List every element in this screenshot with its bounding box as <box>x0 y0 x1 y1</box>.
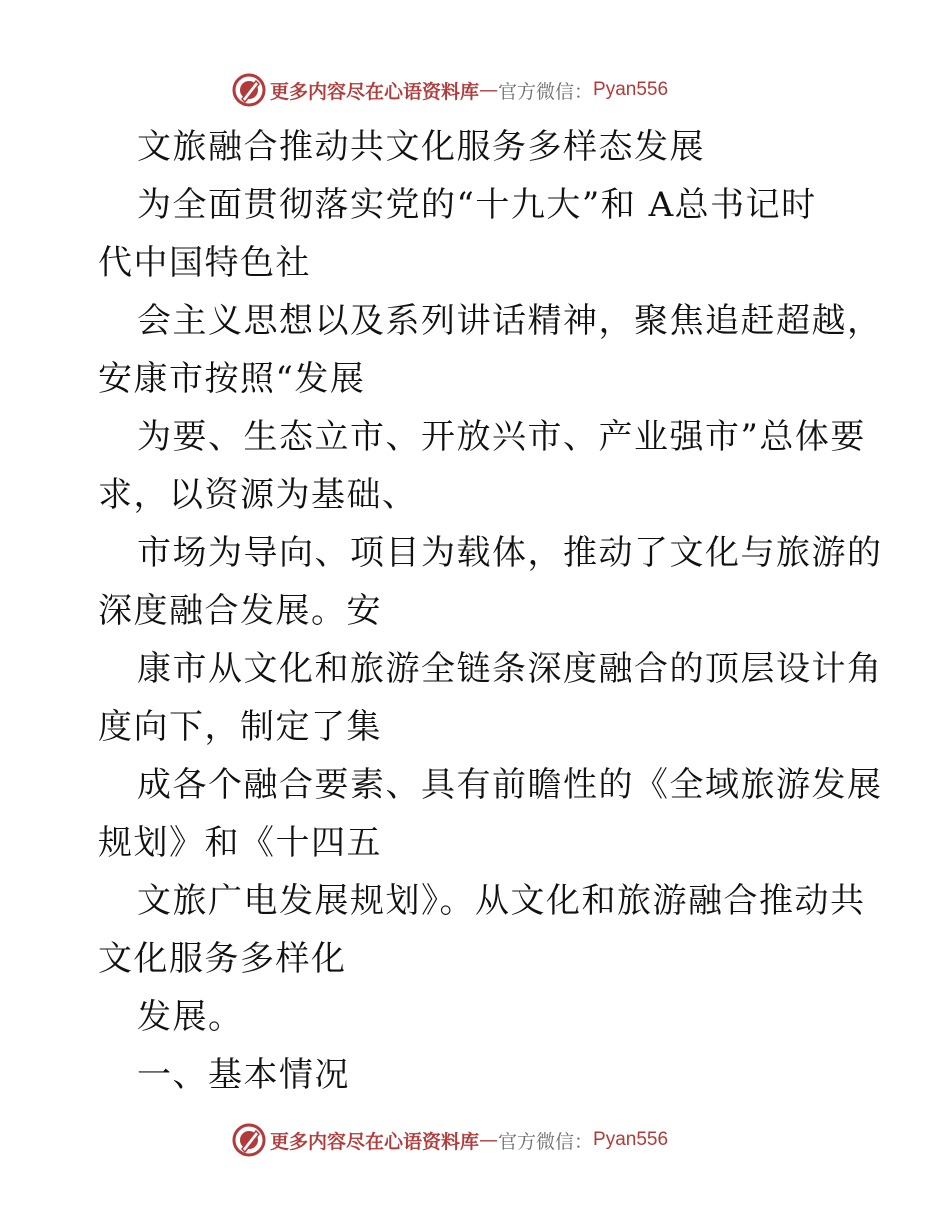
section-heading: 一、基本情况 <box>137 1055 350 1095</box>
doc-line: 为全面贯彻落实党的“十九大”和 A总书记时 <box>137 185 817 225</box>
doc-line: 求，以资源为基础、 <box>98 475 418 515</box>
banner-wechat-id: Pyan556 <box>593 1129 669 1150</box>
banner-wechat-label: 官方微信： <box>498 1130 594 1153</box>
doc-line: 度向下，制定了集 <box>98 707 382 747</box>
banner-wechat-id: Pyan556 <box>593 79 669 100</box>
doc-title: 文旅融合推动共文化服务多样态发展 <box>137 127 705 167</box>
doc-line: 为要、生态立市、开放兴市、产业强市”总体要 <box>137 417 866 457</box>
doc-line: 文化服务多样化 <box>98 939 347 979</box>
banner-slogan: 更多内容尽在心语资料库 <box>270 80 480 103</box>
pen-logo-icon <box>232 1123 266 1157</box>
doc-line: 规划》和《十四五 <box>98 823 382 863</box>
doc-line: 康市从文化和旅游全链条深度融合的顶层设计角 <box>137 649 883 689</box>
doc-line: 安康市按照“发展 <box>98 359 366 399</box>
doc-line: 代中国特色社 <box>98 243 311 283</box>
banner-dash: — <box>479 1129 499 1151</box>
footer-banner <box>232 1122 668 1158</box>
doc-line: 市场为导向、项目为载体，推动了文化与旅游的 <box>137 533 883 573</box>
doc-line: 成各个融合要素、具有前瞻性的《全域旅游发展 <box>137 765 883 805</box>
doc-line: 文旅广电发展规划》。从文化和旅游融合推动共 <box>137 881 866 921</box>
doc-line: 会主义思想以及系列讲话精神，聚焦追赶超越， <box>137 301 883 341</box>
banner-dash: — <box>479 79 499 101</box>
doc-line: 发展。 <box>137 997 244 1037</box>
doc-line: 深度融合发展。安 <box>98 591 382 631</box>
banner-slogan: 更多内容尽在心语资料库 <box>270 1130 480 1153</box>
banner-wechat-label: 官方微信： <box>498 80 594 103</box>
